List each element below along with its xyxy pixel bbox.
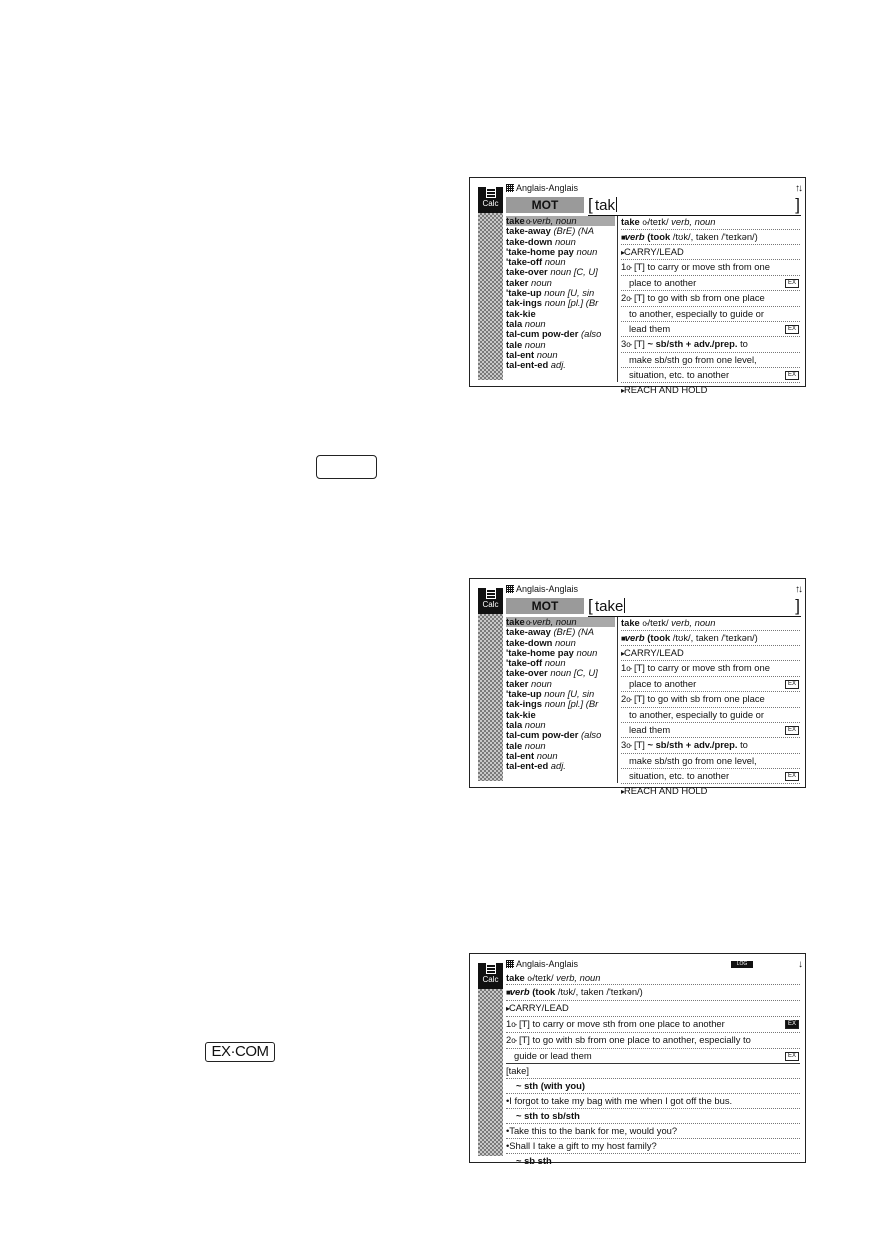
example-badge-selected[interactable]: EX — [785, 1020, 799, 1029]
title-bar — [506, 959, 801, 970]
key-icon: o- — [527, 974, 533, 983]
screen-3-full-entry — [469, 953, 806, 1166]
sense-2-line-2: to another, especially to guide or — [621, 708, 800, 723]
headword-item[interactable]: tal-ent noun — [506, 348, 558, 360]
dictionary-icon — [506, 184, 514, 192]
mot-mode-label: MOT — [506, 197, 584, 213]
key-icon: o- — [626, 263, 632, 272]
calc-button[interactable] — [478, 963, 503, 990]
bracket-left: [ — [588, 195, 593, 214]
headword-item[interactable]: take-away (BrE) (NA — [506, 626, 595, 638]
key-icon: o- — [511, 1036, 517, 1045]
left-side-bar — [478, 961, 503, 1156]
mot-mode-label: MOT — [506, 598, 584, 614]
sense-3-line-3: situation, etc. to another EX — [621, 769, 800, 784]
key-icon: o- — [511, 1020, 517, 1029]
bracket-right: ] — [795, 195, 800, 214]
triangle-right-icon: ▸ — [621, 386, 625, 395]
panel-title: Anglais-Anglais — [516, 183, 579, 193]
search-query: tak — [595, 197, 616, 214]
entry-preview — [621, 617, 800, 796]
triangle-right-icon: ▸ — [506, 1004, 510, 1013]
sense-1-line-1: 1o- [T] to carry or move sth from one — [621, 260, 800, 276]
sense-2-line-1: 2o- [T] to go with sb from one place — [621, 692, 800, 708]
panel-title: Anglais-Anglais — [516, 959, 579, 969]
headword-item[interactable]: 'take-home pay noun — [506, 646, 598, 658]
pattern-1: ~ sth (with you) — [506, 1079, 800, 1094]
example-2: •Take this to the bank for me, would you? — [506, 1124, 800, 1139]
headword-item[interactable]: tal-cum pow-der (also — [506, 328, 602, 340]
log-badge: LOG — [731, 961, 753, 968]
example-badge[interactable]: EX — [785, 279, 799, 288]
screen-2-search-take — [469, 578, 806, 796]
entry-headline: take o-/teɪk/ verb, noun — [621, 617, 800, 631]
calc-label: Calc — [482, 199, 499, 208]
example-3: •Shall I take a gift to my host family? — [506, 1139, 800, 1154]
headword-list — [506, 617, 615, 783]
headword-item[interactable]: tal-ent-ed adj. — [506, 760, 566, 772]
title-bar — [506, 183, 801, 194]
calculator-icon — [486, 963, 496, 974]
screen-1-search-tak — [469, 177, 806, 395]
search-bar — [506, 196, 801, 215]
headword-item[interactable]: 'take-up noun [U, sin — [506, 688, 595, 700]
headword-item[interactable]: tal-ent-ed adj. — [506, 359, 566, 371]
triangle-right-icon: ▸ — [621, 787, 625, 796]
section-carry-lead[interactable]: ▸CARRY/LEAD — [506, 1001, 800, 1017]
headword-item[interactable]: 'take-off noun — [506, 256, 566, 268]
key-icon: o- — [626, 294, 632, 303]
key-icon: o- — [524, 217, 533, 226]
headword-item[interactable]: tale noun — [506, 338, 546, 350]
calc-button[interactable] — [478, 588, 503, 615]
sense-3-line-3: situation, etc. to another EX — [621, 368, 800, 383]
example-badge[interactable]: EX — [785, 1052, 799, 1061]
sense-1: 1o- [T] to carry or move sth from one place to another EX — [506, 1017, 800, 1033]
headword-item[interactable]: tala noun — [506, 718, 546, 730]
dictionary-icon — [506, 960, 514, 968]
entry-full-view — [506, 972, 800, 1166]
verb-forms: ■verb (took /tʊk/, taken /'teɪkən/) — [621, 631, 800, 646]
sense-3-line-1: 3o- [T] ~ sb/sth + adv./prep. to — [621, 337, 800, 353]
scroll-updown-icon: ↑↓ — [795, 584, 801, 595]
dictionary-icon — [506, 585, 514, 593]
headword-item[interactable]: tak-ings noun [pl.] (Br — [506, 698, 599, 710]
key-icon: o- — [626, 340, 632, 349]
calculator-icon — [486, 588, 496, 599]
title-bar — [506, 584, 801, 595]
scroll-updown-icon: ↑↓ — [795, 183, 801, 194]
sense-3-line-1: 3o- [T] ~ sb/sth + adv./prep. to — [621, 738, 800, 754]
headword-list — [506, 216, 615, 382]
sense-2-line-1: 2o- [T] to go with sb from one place to another, especially to — [506, 1033, 800, 1049]
pane-divider — [617, 216, 618, 382]
search-input[interactable] — [588, 597, 801, 616]
sense-2-line-1: 2o- [T] to go with sb from one place — [621, 291, 800, 307]
sense-3-line-2: make sb/sth go from one level, — [621, 754, 800, 769]
sense-2-line-2: guide or lead them EX — [506, 1049, 800, 1064]
key-icon: o- — [524, 618, 533, 627]
entry-preview — [621, 216, 800, 395]
headword-item[interactable]: take-over noun [C, U] — [506, 667, 598, 679]
calc-label: Calc — [482, 975, 499, 984]
headword-item[interactable]: tala noun — [506, 317, 546, 329]
key-icon: o- — [626, 664, 632, 673]
pattern-2: ~ sth to sb/sth — [506, 1109, 800, 1124]
verb-forms: ■verb (took /tʊk/, taken /'teɪkən/) — [621, 230, 800, 245]
example-bracket: [take] — [506, 1064, 800, 1079]
example-badge[interactable]: EX — [785, 772, 799, 781]
calculator-icon — [486, 187, 496, 198]
headword-item[interactable]: tak-kie — [506, 307, 536, 319]
key-icon: o- — [626, 741, 632, 750]
calc-button[interactable] — [478, 187, 503, 214]
headword-item-selected[interactable]: take o- verb, noun — [506, 216, 615, 226]
sense-2-line-2: to another, especially to guide or — [621, 307, 800, 322]
pattern-3: ~ sb sth — [516, 1155, 552, 1166]
left-side-bar — [478, 586, 503, 781]
ex-com-key[interactable]: EX·COM — [205, 1042, 275, 1062]
search-bar — [506, 597, 801, 616]
sense-3-line-2: make sb/sth go from one level, — [621, 353, 800, 368]
example-badge[interactable]: EX — [785, 726, 799, 735]
example-badge[interactable]: EX — [785, 371, 799, 380]
headword-item-selected[interactable]: take o- verb, noun — [506, 617, 615, 627]
section-carry-lead[interactable]: ▸CARRY/LEAD — [621, 245, 800, 260]
text-caret — [616, 197, 617, 212]
sense-2-line-3: lead them EX — [621, 723, 800, 738]
text-caret — [624, 598, 625, 613]
headword-item[interactable]: take-over noun [C, U] — [506, 266, 598, 278]
headword-item[interactable]: take-down noun — [506, 235, 576, 247]
headword-item[interactable]: take-down noun — [506, 636, 576, 648]
search-query: take — [595, 598, 624, 615]
section-reach-hold[interactable]: ▸REACH AND HOLD — [621, 384, 708, 395]
bracket-left: [ — [588, 596, 593, 615]
example-badge[interactable]: EX — [785, 680, 799, 689]
headword-item[interactable]: taker noun — [506, 276, 552, 288]
headword-item[interactable]: 'take-home pay noun — [506, 245, 598, 257]
headword-item[interactable]: tale noun — [506, 739, 546, 751]
headword-item[interactable]: take-away (BrE) (NA — [506, 225, 595, 237]
bracket-right: ] — [795, 596, 800, 615]
headword-item[interactable]: tak-ings noun [pl.] (Br — [506, 297, 599, 309]
checker-pattern — [478, 614, 503, 781]
sense-1-line-1: 1o- [T] to carry or move sth from one — [621, 661, 800, 677]
headword-item[interactable]: 'take-off noun — [506, 657, 566, 669]
entry-headline: take o-/teɪk/ verb, noun — [621, 216, 800, 230]
sense-2-line-3: lead them EX — [621, 322, 800, 337]
left-side-bar — [478, 185, 503, 380]
headword-item[interactable]: tal-ent noun — [506, 749, 558, 761]
calc-label: Calc — [482, 600, 499, 609]
checker-pattern — [478, 213, 503, 380]
key-icon: o- — [626, 695, 632, 704]
headword-item[interactable]: taker noun — [506, 677, 552, 689]
example-badge[interactable]: EX — [785, 325, 799, 334]
headword-item[interactable]: tak-kie — [506, 708, 536, 720]
search-input[interactable] — [588, 196, 801, 215]
verb-forms: ■verb (took /tʊk/, taken /'teɪkən/) — [506, 985, 800, 1001]
headword-item[interactable]: 'take-up noun [U, sin — [506, 287, 595, 299]
example-1: •I forgot to take my bag with me when I got off the bus. — [506, 1094, 800, 1109]
entry-headline: take o-/teɪk/ verb, noun — [506, 972, 800, 985]
scroll-down-icon: ↓ — [798, 959, 801, 970]
pane-divider — [617, 617, 618, 783]
blank-key-button[interactable] — [316, 455, 377, 479]
triangle-right-icon: ▸ — [621, 649, 625, 658]
panel-title: Anglais-Anglais — [516, 584, 579, 594]
sense-1-line-2: place to another EX — [621, 276, 800, 291]
headword-item[interactable]: tal-cum pow-der (also — [506, 729, 602, 741]
key-icon: o- — [642, 619, 648, 628]
section-reach-hold[interactable]: ▸REACH AND HOLD — [621, 785, 708, 796]
checker-pattern — [478, 989, 503, 1156]
section-carry-lead[interactable]: ▸CARRY/LEAD — [621, 646, 800, 661]
sense-1-line-2: place to another EX — [621, 677, 800, 692]
triangle-right-icon: ▸ — [621, 248, 625, 257]
key-icon: o- — [642, 218, 648, 227]
